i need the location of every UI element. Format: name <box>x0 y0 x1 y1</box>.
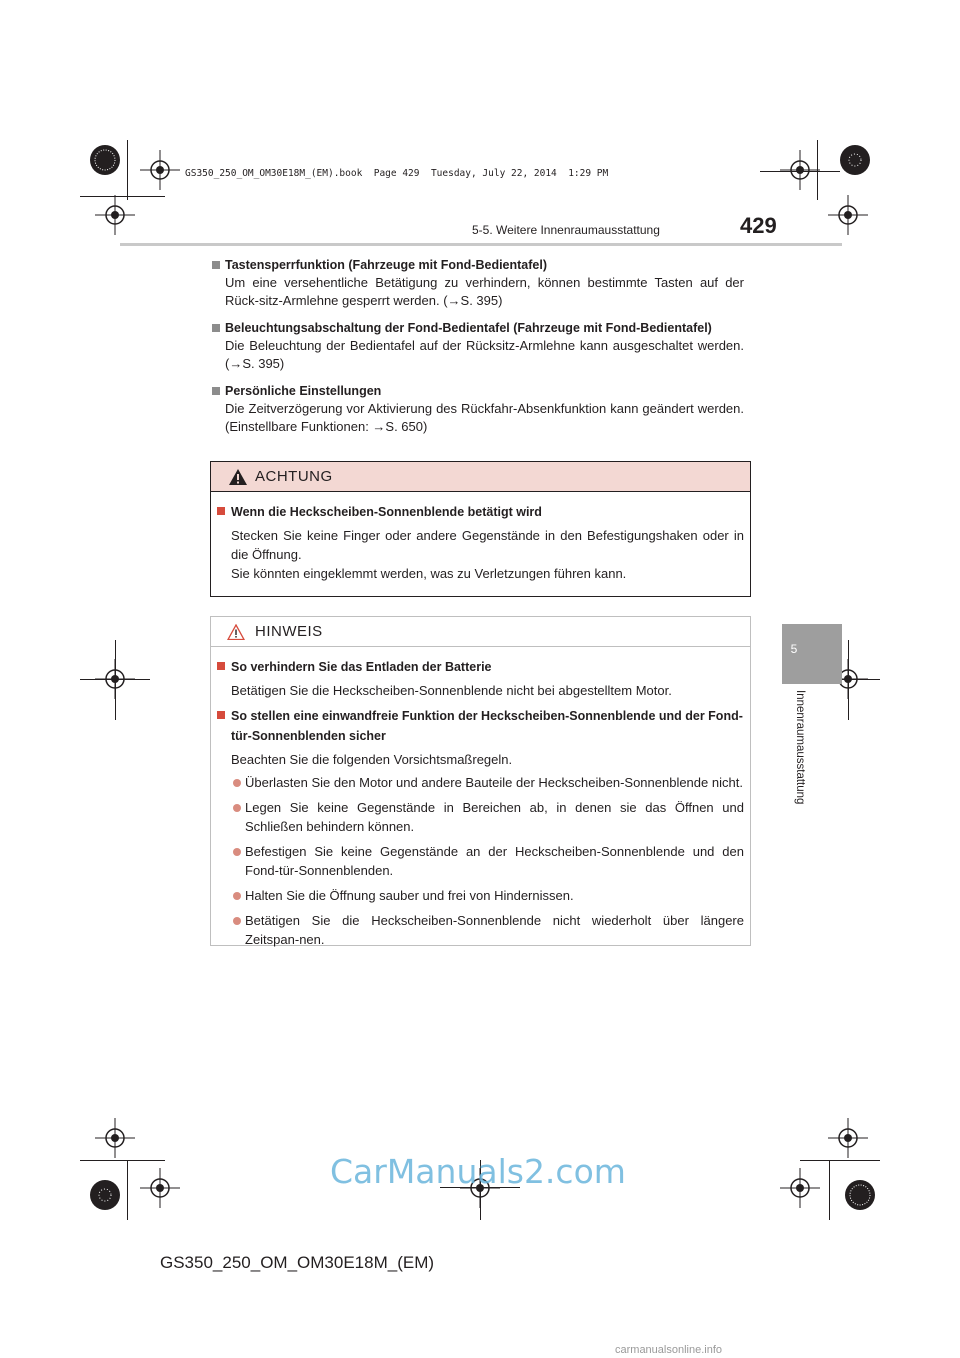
crosshair-icon <box>140 1168 180 1208</box>
notice-item-title: So stellen eine einwandfreie Funktion der Heckscheiben-Sonnenblende und der Fond-tür-Sonnenblenden sicher <box>231 709 743 743</box>
main-content <box>212 256 744 445</box>
square-bullet-icon <box>212 261 220 269</box>
watermark: CarManuals2.com <box>330 1152 626 1191</box>
list-item <box>212 319 744 373</box>
chapter-tab <box>782 624 842 684</box>
caution-label: ACHTUNG <box>255 468 333 485</box>
registration-mark-icon <box>85 140 125 180</box>
item-title: Tastensperrfunktion (Fahrzeuge mit Fond-Bedientafel) <box>225 258 548 272</box>
notice-item-title: So verhindern Sie das Entladen der Batterie <box>231 660 492 674</box>
item-text: Die Beleuchtung der Bedientafel auf der Rücksitz-Armlehne kann ausgeschaltet werden. (→S. 395) <box>225 338 744 371</box>
bullet-item: Betätigen Sie die Heckscheiben-Sonnenblende nicht wiederholt über längere Zeitspan-nen. <box>217 911 744 949</box>
notice-text: Betätigen Sie die Heckscheiben-Sonnenblende nicht bei abgestelltem Motor. <box>231 683 672 698</box>
crosshair-icon <box>828 1118 868 1158</box>
item-text: Um eine versehentliche Betätigung zu verhindern, können bestimmte Tasten auf der Rück-sitz-Armlehne gesperrt werden. (→S. 395) <box>225 275 744 308</box>
item-title: Persönliche Einstellungen <box>225 384 382 398</box>
notice-text: Beachten Sie die folgenden Vorsichtsmaßregeln. <box>231 752 513 767</box>
caution-box <box>210 461 751 597</box>
caution-text: Sie könnten eingeklemmt werden, was zu Verletzungen führen kann. <box>231 566 627 581</box>
registration-mark-icon <box>835 140 875 180</box>
bullet-item: Halten Sie die Öffnung sauber und frei von Hindernissen. <box>217 886 744 905</box>
registration-mark-icon <box>840 1175 880 1215</box>
square-bullet-icon <box>212 324 220 332</box>
dot-bullet-icon <box>233 804 241 812</box>
square-bullet-icon <box>217 662 225 670</box>
section-title: 5-5. Weitere Innenraumausstattung <box>472 223 660 237</box>
item-title: Beleuchtungsabschaltung der Fond-Bedientafel (Fahrzeuge mit Fond-Bedientafel) <box>225 321 712 335</box>
crosshair-icon <box>140 150 180 190</box>
caution-header <box>211 462 750 492</box>
warning-outline-icon <box>227 624 245 640</box>
print-info: GS350_250_OM_OM30E18M_(EM).book Page 429 Tuesday, July 22, 2014 1:29 PM <box>185 168 609 179</box>
crosshair-icon <box>95 195 135 235</box>
caution-item-title: Wenn die Heckscheiben-Sonnenblende betätigt wird <box>231 505 542 519</box>
bullet-item: Überlasten Sie den Motor und andere Bauteile der Heckscheiben-Sonnenblende nicht. <box>217 773 744 792</box>
watermark-secondary: carmanualsonline.info <box>615 1344 723 1356</box>
notice-label: HINWEIS <box>255 623 323 640</box>
chapter-label: Innenraumausstattung <box>794 690 806 805</box>
registration-mark-icon <box>85 1175 125 1215</box>
page-number: 429 <box>740 213 777 238</box>
square-bullet-icon <box>212 387 220 395</box>
dot-bullet-icon <box>233 917 241 925</box>
crosshair-icon <box>95 659 135 699</box>
square-bullet-icon <box>217 711 225 719</box>
square-bullet-icon <box>217 507 225 515</box>
header-rule <box>120 243 842 246</box>
item-text: Die Zeitverzögerung vor Aktivierung des Rückfahr-Absenkfunktion kann geändert werden. (Einstellbare Funktionen: →S. 650) <box>225 401 744 434</box>
footer-code: GS350_250_OM_OM30E18M_(EM) <box>160 1253 435 1272</box>
dot-bullet-icon <box>233 779 241 787</box>
dot-bullet-icon <box>233 892 241 900</box>
notice-header <box>211 617 750 647</box>
chapter-number: 5 <box>790 642 798 656</box>
list-item <box>212 256 744 310</box>
crosshair-icon <box>780 1168 820 1208</box>
bullet-item: Befestigen Sie keine Gegenstände an der Heckscheiben-Sonnenblende und den Fond-tür-Sonnenblenden. <box>217 842 744 880</box>
caution-text: Stecken Sie keine Finger oder andere Gegenstände in den Befestigungshaken oder in die Öffnung. <box>231 528 744 562</box>
list-item <box>212 382 744 436</box>
warning-icon <box>229 469 247 485</box>
crosshair-icon <box>828 195 868 235</box>
dot-bullet-icon <box>233 848 241 856</box>
crosshair-icon <box>95 1118 135 1158</box>
bullet-item: Legen Sie keine Gegenstände in Bereichen ab, in denen sie das Öffnen und Schließen behindern können. <box>217 798 744 836</box>
notice-box <box>210 616 751 946</box>
crosshair-icon <box>780 150 820 190</box>
